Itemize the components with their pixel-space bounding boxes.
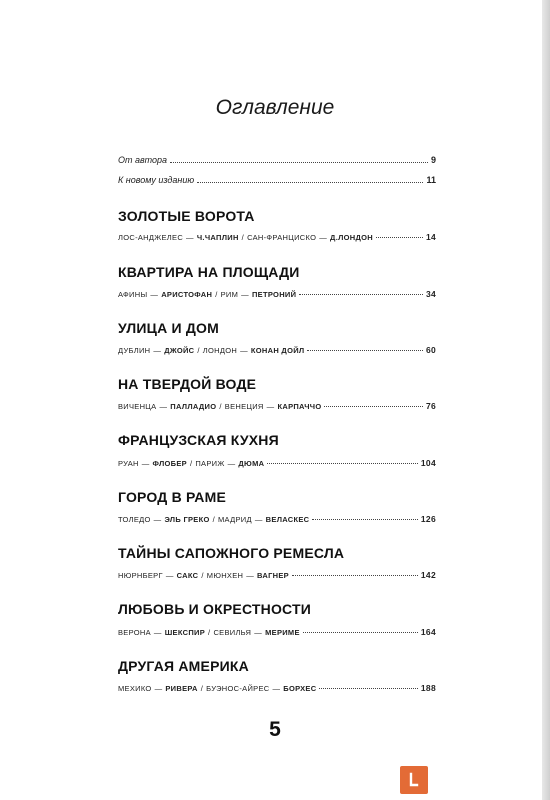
dot-leader (197, 182, 423, 183)
dot-leader (170, 162, 428, 163)
labirint-logo-icon (400, 766, 428, 794)
city: АФИНЫ (118, 289, 148, 299)
chapter-page: 14 (425, 232, 436, 242)
city: СЕВИЛЬЯ (213, 627, 252, 637)
person: Ч.ЧАПЛИН (196, 232, 239, 242)
person: КОНАН ДОЙЛ (250, 345, 305, 355)
chapter-page: 188 (420, 683, 436, 693)
chapter-page: 104 (420, 458, 436, 468)
chapter-subline: НЮРНБЕРГ — САКС / МЮНХЕН — ВАГНЕР 142 (118, 570, 436, 580)
person: КАРПАЧЧО (277, 401, 322, 411)
person: БОРХЕС (283, 683, 317, 693)
chapter-subline: ВИЧЕНЦА — ПАЛЛАДИО / ВЕНЕЦИЯ — КАРПАЧЧО 76 (118, 401, 436, 411)
person: АРИСТОФАН (161, 289, 213, 299)
person: МЕРИМЕ (265, 627, 300, 637)
chapter-page: 76 (425, 401, 436, 411)
dot-leader (324, 406, 422, 407)
logo-glyph (405, 771, 423, 789)
person: ЭЛЬ ГРЕКО (164, 514, 210, 524)
chapter-page: 34 (425, 289, 436, 299)
person: ДЮМА (238, 458, 265, 468)
chapter-subline: АФИНЫ — АРИСТОФАН / РИМ — ПЕТРОНИЙ 34 (118, 289, 436, 299)
chapter-subline: ТОЛЕДО — ЭЛЬ ГРЕКО / МАДРИД — ВЕЛАСКЕС 126 (118, 514, 436, 524)
person: ШЕКСПИР (164, 627, 206, 637)
person: РИВЕРА (165, 683, 198, 693)
chapter-page: 164 (420, 627, 436, 637)
city: ПАРИЖ (195, 458, 225, 468)
city: МЕХИКО (118, 683, 152, 693)
chapter-subline: ЛОС-АНДЖЕЛЕС — Ч.ЧАПЛИН / САН-ФРАНЦИСКО — Д.ЛОНДОН 14 (118, 232, 436, 242)
chapter-subline: МЕХИКО — РИВЕРА / БУЭНОС-АЙРЕС — БОРХЕС 188 (118, 683, 436, 693)
city: РУАН (118, 458, 139, 468)
city: ЛОС-АНДЖЕЛЕС (118, 232, 184, 242)
chapter-title[interactable]: НА ТВЕРДОЙ ВОДЕ (118, 376, 257, 392)
chapter-title[interactable]: ЗОЛОТЫЕ ВОРОТА (118, 208, 255, 224)
chapter-title[interactable]: ГОРОД В РАМЕ (118, 489, 226, 505)
chapter-title[interactable]: ТАЙНЫ САПОЖНОГО РЕМЕСЛА (118, 545, 345, 561)
city: ДУБЛИН (118, 345, 151, 355)
city: МЮНХЕН (206, 570, 244, 580)
person: ПЕТРОНИЙ (251, 289, 297, 299)
city: ВИЧЕНЦА (118, 401, 157, 411)
city: МАДРИД (218, 514, 252, 524)
city: ВЕРОНА (118, 627, 151, 637)
dot-leader (307, 350, 422, 351)
chapter-title[interactable]: ФРАНЦУЗСКАЯ КУХНЯ (118, 432, 279, 448)
person: ДЖОЙС (164, 345, 195, 355)
chapter-subline: РУАН — ФЛОБЕР / ПАРИЖ — ДЮМА 104 (118, 458, 436, 468)
chapter-subline: ДУБЛИН — ДЖОЙС / ЛОНДОН — КОНАН ДОЙЛ 60 (118, 345, 436, 355)
chapter-title[interactable]: ЛЮБОВЬ И ОКРЕСТНОСТИ (118, 601, 312, 617)
city: БУЭНОС-АЙРЕС (206, 683, 270, 693)
chapter-title[interactable]: ДРУГАЯ АМЕРИКА (118, 658, 249, 674)
toc-front-item-new-edition[interactable] (118, 175, 436, 189)
chapter-page: 126 (420, 514, 436, 524)
chapter-page: 60 (425, 345, 436, 355)
dot-leader (319, 688, 417, 689)
person: САКС (176, 570, 199, 580)
toc-item-label: От автора (118, 155, 168, 165)
dot-leader (299, 294, 423, 295)
dot-leader (376, 237, 423, 238)
toc-front-item-author[interactable] (118, 155, 436, 169)
dot-leader (312, 519, 418, 520)
person: ПАЛЛАДИО (170, 401, 217, 411)
city: РИМ (220, 289, 239, 299)
chapter-page: 142 (420, 570, 436, 580)
city: НЮРНБЕРГ (118, 570, 163, 580)
person: ВЕЛАСКЕС (265, 514, 310, 524)
chapter-title[interactable]: КВАРТИРА НА ПЛОЩАДИ (118, 264, 300, 280)
person: ФЛОБЕР (152, 458, 187, 468)
chapter-subline: ВЕРОНА — ШЕКСПИР / СЕВИЛЬЯ — МЕРИМЕ 164 (118, 627, 436, 637)
dot-leader (267, 463, 418, 464)
page-edge-shadow (542, 0, 550, 800)
person: Д.ЛОНДОН (330, 232, 373, 242)
chapter-title[interactable]: УЛИЦА И ДОМ (118, 320, 219, 336)
dot-leader (292, 575, 418, 576)
person: ВАГНЕР (257, 570, 289, 580)
toc-item-page: 11 (426, 175, 436, 185)
city: ТОЛЕДО (118, 514, 151, 524)
dot-leader (303, 632, 418, 633)
city: ЛОНДОН (202, 345, 238, 355)
city: САН-ФРАНЦИСКО (247, 232, 317, 242)
toc-item-page: 9 (430, 155, 436, 165)
city: ВЕНЕЦИЯ (224, 401, 264, 411)
page-title: Оглавление (215, 96, 335, 119)
page-number: 5 (269, 718, 281, 741)
toc-item-label: К новому изданию (118, 175, 195, 185)
